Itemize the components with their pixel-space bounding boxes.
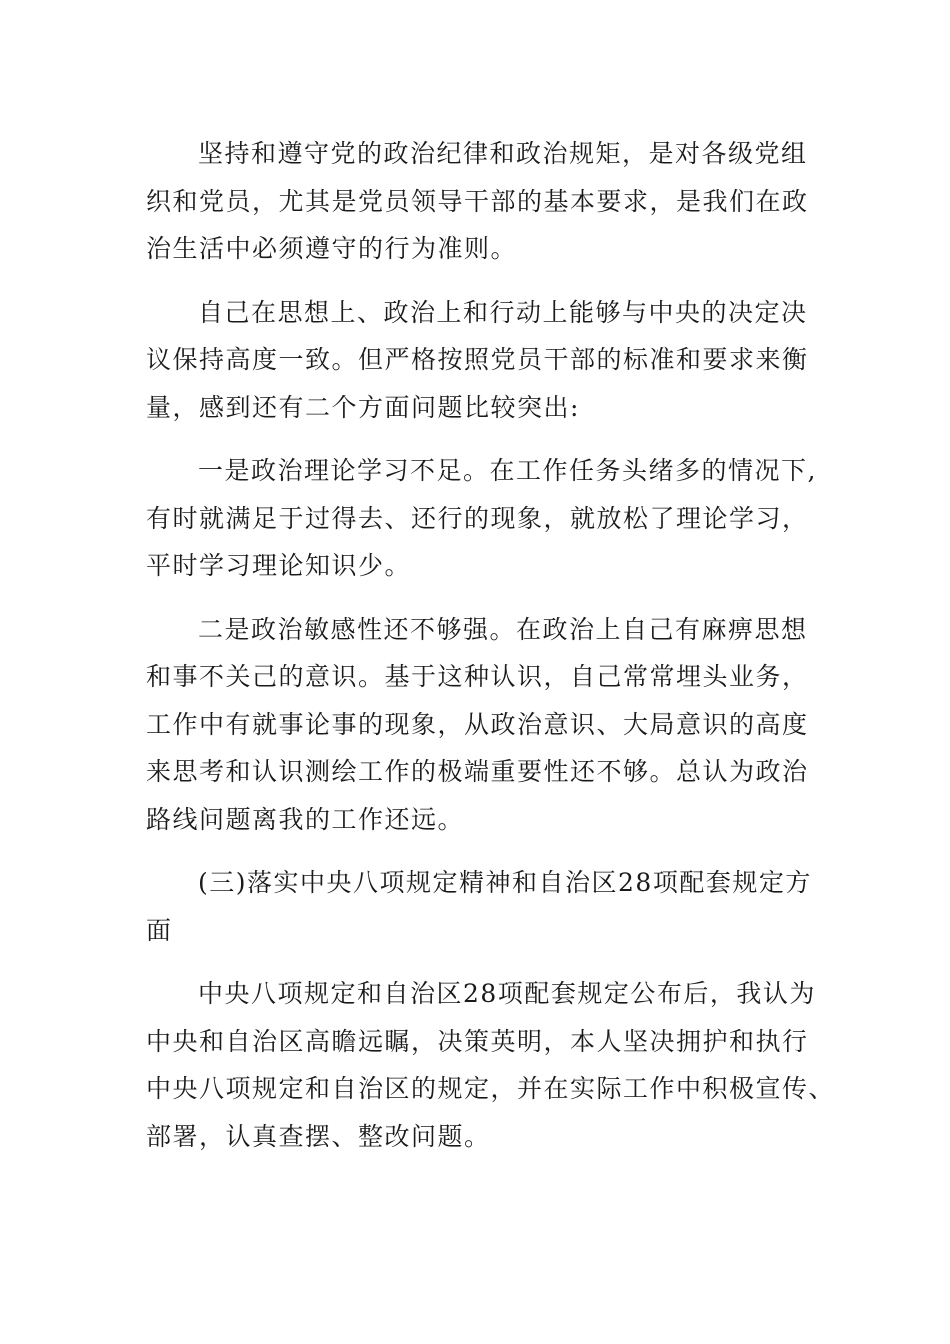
paragraph-eight-rules xyxy=(146,970,836,1160)
paragraph-issue-one xyxy=(146,447,817,590)
text-line: (三)落实中央八项规定精神和自治区28项配套规定方 xyxy=(198,868,812,897)
section-heading-eight-rules xyxy=(146,859,812,954)
text-line: 路线问题离我的工作还远。 xyxy=(146,804,465,834)
text-line: 有时就满足于过得去、还行的现象，就放松了理论学习， xyxy=(146,503,809,533)
text-line: 中央和自治区高瞻远瞩，决策英明，本人坚决拥护和执行 xyxy=(146,1026,809,1056)
text-line: 二是政治敏感性还不够强。在政治上自己有麻痹思想 xyxy=(198,614,808,644)
text-line: 和事不关己的意识。基于这种认识，自己常常埋头业务， xyxy=(146,662,809,691)
text-line: 来思考和认识测绘工作的极端重要性还不够。总认为政治 xyxy=(146,757,809,786)
paragraph-political-discipline xyxy=(146,130,809,273)
paragraph-issue-two xyxy=(146,606,809,844)
text-line: 中央八项规定和自治区28项配套规定公布后，我认为 xyxy=(198,979,816,1008)
text-line: 面 xyxy=(146,915,173,945)
text-line: 平时学习理论知识少。 xyxy=(146,551,412,580)
text-line: 治生活中必须遵守的行为准则。 xyxy=(146,234,518,263)
text-line: 一是政治理论学习不足。在工作任务头绪多的情况下, xyxy=(198,456,817,485)
text-line: 议保持高度一致。但严格按照党员干部的标准和要求来衡 xyxy=(146,345,809,374)
text-line: 坚持和遵守党的政治纪律和政治规矩，是对各级党组 xyxy=(198,139,808,168)
paragraph-self-assessment xyxy=(146,289,809,432)
text-line: 部署，认真查摆、整改问题。 xyxy=(146,1121,491,1151)
text-line: 织和党员，尤其是党员领导干部的基本要求，是我们在政 xyxy=(146,186,809,216)
text-line: 中央八项规定和自治区的规定，并在实际工作中积极宣传、 xyxy=(146,1074,836,1103)
text-line: 量，感到还有二个方面问题比较突出: xyxy=(146,392,580,422)
text-line: 工作中有就事论事的现象，从政治意识、大局意识的高度 xyxy=(146,709,809,739)
text-line: 自己在思想上、政治上和行动上能够与中央的决定决 xyxy=(198,297,808,327)
document-body xyxy=(146,130,836,1176)
